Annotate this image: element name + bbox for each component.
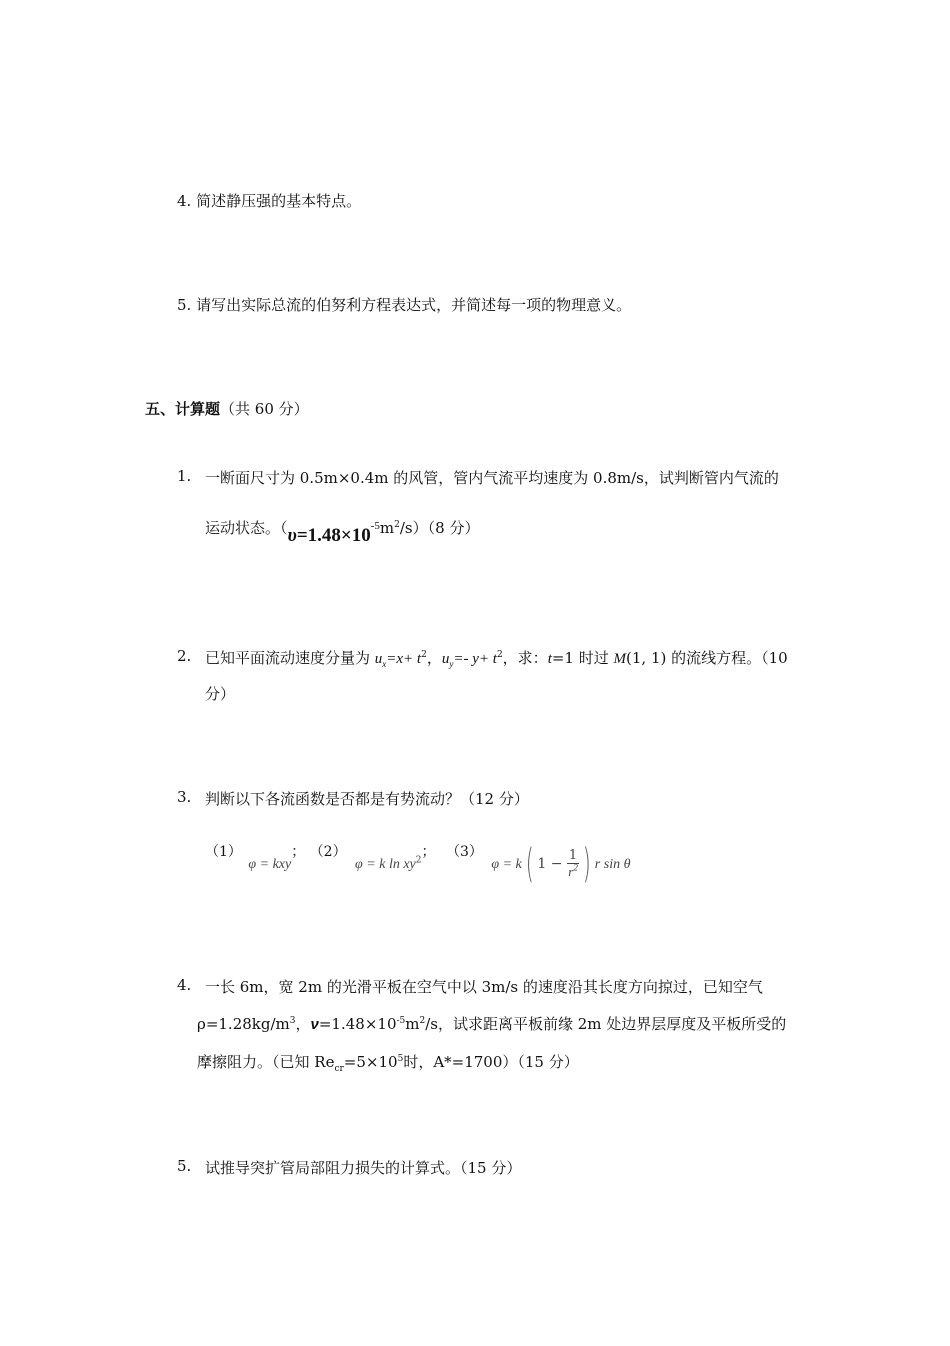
q3-p3-label: （3） — [445, 844, 483, 860]
q2-uy-sup: 2 — [496, 650, 503, 660]
section-heading — [145, 398, 309, 419]
q2-tvar: t — [547, 651, 552, 667]
q1-line2-text: 运动状态。（ — [205, 519, 288, 537]
q4-sep: ， — [295, 1015, 311, 1033]
q2-line1 — [205, 647, 788, 668]
q2-text2: ，求： — [502, 649, 548, 667]
q2-uy-eq: =- y+ t — [453, 651, 497, 667]
q4-nu-unit: m — [405, 1015, 420, 1033]
q2-ux: u — [374, 651, 383, 667]
q4-nu: ν — [310, 1016, 319, 1033]
q1-nu-unit-sup: 2 — [394, 520, 400, 530]
short-answer-q5: 5. 请写出实际总流的伯努利方程表达式，并简述每一项的物理意义。 — [177, 296, 632, 314]
q4-nu-unit-sup: 2 — [419, 1016, 426, 1026]
q2-text1: 已知平面流动速度分量为 — [205, 649, 375, 667]
q2-line2: 分） — [205, 685, 236, 703]
q1-nu-value: =1.48×10 — [296, 525, 371, 546]
q1-line2 — [205, 517, 480, 546]
q3-p3-num: 1 — [568, 848, 578, 863]
q3-p2-label: （2） — [309, 844, 347, 860]
q3-p3-den-wrap — [568, 864, 578, 879]
q3-p1-label: （1） — [205, 844, 242, 860]
q3-p2-formula: φ = k ln xy — [355, 857, 416, 872]
q3-p3-den: r — [568, 864, 574, 879]
q2-sep: ， — [426, 649, 442, 667]
q2-uy-sub: y — [449, 659, 454, 669]
q4-line2 — [197, 1013, 786, 1034]
q3-p3-prefix: φ = k — [491, 857, 522, 872]
q2-ux-eq: =x+ t — [386, 651, 422, 667]
q4-line3-c: 时，A*=1700）（15 分） — [403, 1053, 579, 1071]
q4-line3-sup: 5 — [397, 1054, 404, 1064]
q3-formulas — [205, 832, 631, 887]
q3-text: 判断以下各流函数是否都是有势流动？（12 分） — [205, 790, 529, 808]
short-answer-q4: 4. 简述静压强的基本特点。 — [177, 192, 362, 210]
q2-text3: =1 时过 — [551, 649, 614, 667]
q2-mvar: M — [613, 651, 627, 667]
q4-line2-tail: /s，试求距离平板前缘 2m 处边界层厚度及平板所受的 — [425, 1015, 787, 1033]
q1-nu-symbol: υ — [287, 525, 297, 546]
q2-uy: u — [441, 651, 450, 667]
q3-p2 — [355, 856, 421, 872]
q3-p3-fraction — [567, 848, 579, 880]
q1-nu-unit: m — [379, 519, 395, 537]
q3-p3 — [491, 841, 631, 887]
q4-line3 — [197, 1051, 579, 1072]
q3-p1-formula: φ = kxy — [248, 857, 292, 872]
q4-number: 4. — [177, 976, 192, 994]
q3-right-paren-icon: ) — [583, 841, 591, 887]
section-title: 五、计算题 — [145, 400, 221, 418]
q3-p2-sup: 2 — [415, 855, 422, 866]
q2-text4: (1, 1) 的流线方程。（10 — [626, 649, 788, 667]
q5-number: 5. — [177, 1157, 192, 1175]
q5-text: 试推导突扩管局部阻力损失的计算式。（15 分） — [205, 1159, 522, 1177]
q2-ux-sub: x — [382, 659, 387, 669]
q4-line3-a: 摩擦阻力。（已知 Re — [197, 1053, 335, 1071]
q2-number: 2. — [177, 647, 192, 665]
section-points: （共 60 分） — [220, 400, 309, 418]
q1-nu-exp: -5 — [370, 519, 380, 532]
q4-line3-b: =5×10 — [343, 1053, 398, 1071]
q4-rho-sup: 3 — [289, 1016, 296, 1026]
q1-line1: 一断面尺寸为 0.5m×0.4m 的风管，管内气流平均速度为 0.8m/s，试判断管内气流的 — [205, 469, 779, 487]
q3-semi1: ； — [291, 844, 306, 860]
q3-p3-den-sup: 2 — [573, 862, 578, 873]
q1-number: 1. — [177, 467, 192, 485]
q1-nu-unit-tail: /s）（8 分） — [399, 519, 480, 537]
q4-line1: 一长 6m，宽 2m 的光滑平板在空气中以 3m/s 的速度沿其长度方向掠过，已知空气 — [205, 978, 763, 996]
q1-viscosity — [287, 519, 380, 546]
q3-p3-one: 1 − — [537, 856, 563, 872]
q3-left-paren-icon: ( — [525, 841, 534, 887]
q3-number: 3. — [177, 788, 192, 806]
q3-p3-suffix: r sin θ — [594, 857, 631, 872]
q4-rho: ρ=1.28kg/m — [197, 1015, 290, 1033]
q4-line3-sub: cr — [334, 1064, 344, 1074]
q4-nu-val: =1.48×10 — [318, 1015, 397, 1033]
q3-semi2: ； — [421, 844, 436, 860]
q2-ux-sup: 2 — [421, 650, 427, 660]
q4-nu-exp: -5 — [396, 1016, 406, 1026]
